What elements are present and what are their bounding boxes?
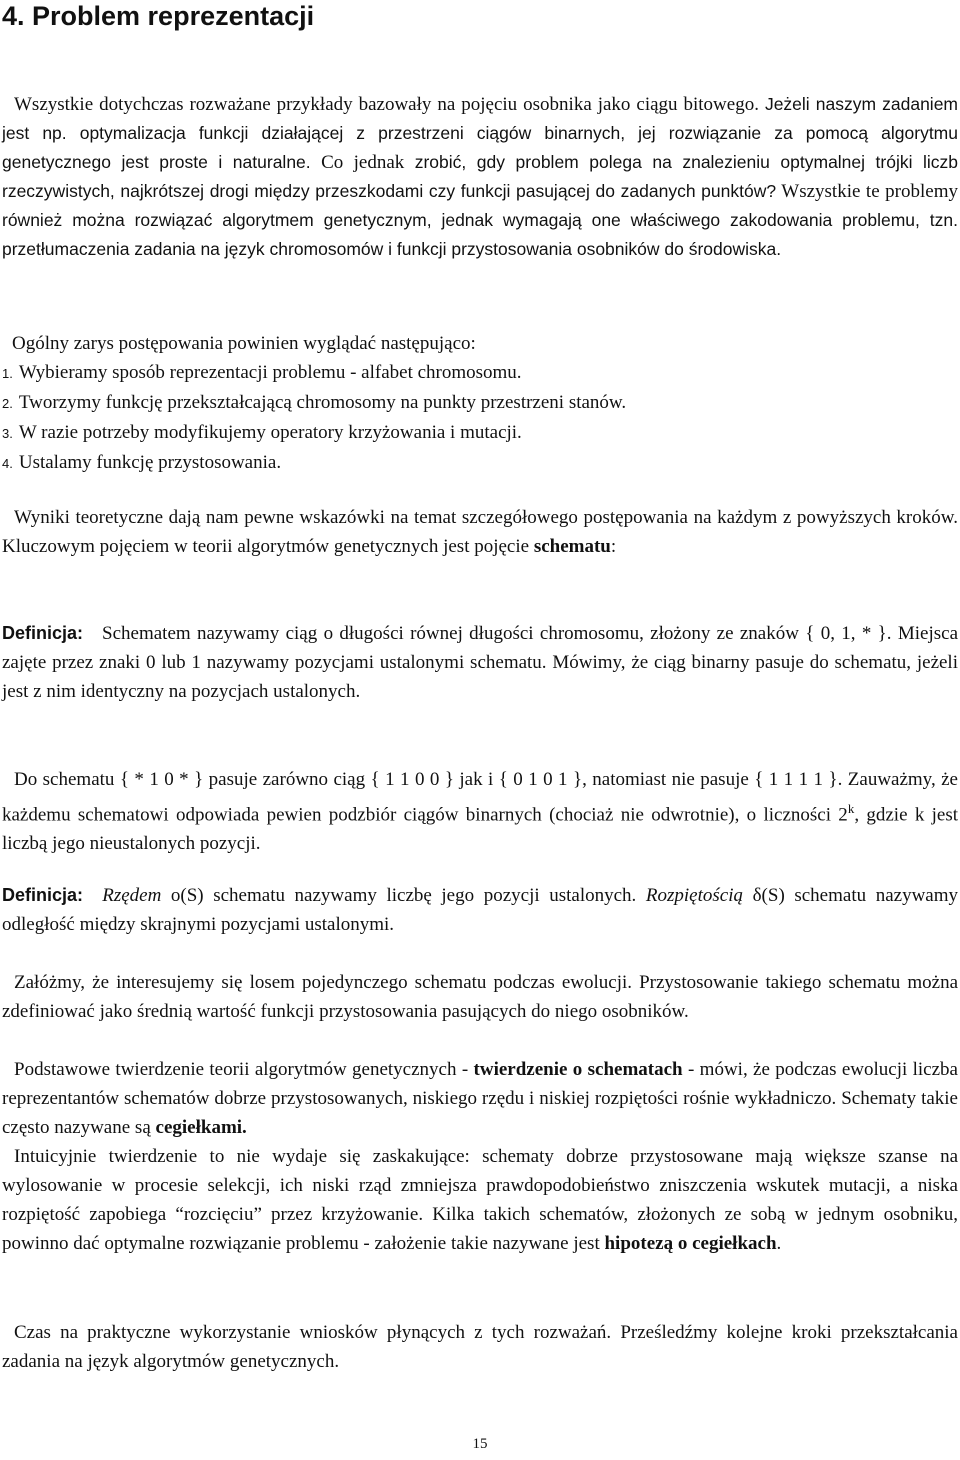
example-text: Do schematu { * 1 0 * } pasuje zarówno ciąg { 1 1 0 0 } jak i { 0 1 0 1 }, natomiast nie pasuje { 1 1 1 1 }. Zauważmy, że każdemu schematowi odpowiada pewien podzbiór ciągów binarnych (chociaż nie odwrotnie), o liczności 2 (2, 769, 958, 826)
results-paragraph (2, 503, 958, 561)
step-number: 4. (2, 456, 13, 471)
theorem-text-middle: - mówi, że podczas ewolucji liczba reprezentantów schematów dobrze przystosowanych, niskiego rzędu i niskiej rozpiętości rośnie wykładniczo. Schematy takie często nazywane są (2, 1059, 958, 1138)
results-text: Wyniki teoretyczne dają nam pewne wskazówki na temat szczegółowego postępowania na każdym z powyższych kroków. Kluczowym pojęciem w teorii algorytmów genetycznych jest pojęcie (2, 507, 958, 557)
definition-label: Definicja: (2, 623, 84, 643)
definition-schema (2, 619, 958, 706)
exponent: k (847, 801, 855, 816)
results-text-end: : (610, 536, 617, 557)
page-number: 15 (472, 1436, 488, 1452)
definition-order-span (2, 881, 958, 939)
order-text: o(S) schematu nazywamy liczbę jego pozycji ustalonych. (161, 885, 646, 906)
step-text: W razie potrzeby modyfikujemy operatory krzyżowania i mutacji. (18, 422, 522, 443)
closing-paragraph: Czas na praktyczne wykorzystanie wniosków płynących z tych rozważań. Prześledźmy kolejne kroki przekształcania zadania na język algorytmów genetycznych. (2, 1322, 958, 1372)
intuitive-paragraph (2, 1142, 958, 1258)
step-text: Tworzymy funkcję przekształcającą chromosomy na punkty przestrzeni stanów. (18, 392, 627, 413)
intro-text-2: Jeżeli naszym zadaniem jest np. optymalizacja funkcji działającej z przestrzeni ciągów binarnych, jej rozwiązanie za pomocą algorytmu genetycznego jest proste i naturalne. (2, 94, 959, 172)
intro-text-3: Co jednak (321, 152, 405, 173)
steps-list (2, 358, 942, 478)
intro-text-4: zrobić, gdy problem polega na znalezieniu optymalnej trójki liczb rzeczywistych, najkrótszej drogi między przeszkodami czy funkcji pasującej do zadanych punktów? (2, 152, 959, 201)
schema-term: schematu (533, 536, 611, 557)
span-text: δ(S) schematu nazywamy odległość między skrajnymi pozycjami ustalonymi. (2, 885, 958, 935)
order-term: Rzędem (102, 885, 162, 906)
span-term: Rozpiętością (645, 885, 743, 906)
step-number: 3. (2, 426, 13, 441)
schema-theorem-term: twierdzenie o schematach (473, 1059, 683, 1080)
intuitive-text: Intuicyjnie twierdzenie to nie wydaje się zaskakujące: schematy dobrze przystosowane mają większe szanse na wylosowanie w procesie selekcji, ich niski rząd zmniejsza prawdopodobieństwo zniszczenia wskutek mutacji, a niska rozpiętość zapobiega “rozcięciu” przez krzyżowanie. Kilka takich schematów, złożonych ze sobą w jednym osobniku, powinno dać optymalne rozwiązanie problemu - założenie takie nazywane jest (2, 1146, 958, 1254)
list-item (2, 388, 942, 418)
step-number: 2. (2, 396, 13, 411)
building-block-hypothesis-term: hipotezą o cegiełkach (604, 1233, 777, 1254)
intro-text-5: Wszystkie te problemy (781, 181, 958, 202)
outline-intro: Ogólny zarys postępowania powinien wyglądać następująco: (12, 333, 476, 354)
step-text: Wybieramy sposób reprezentacji problemu - alfabet chromosomu. (18, 362, 522, 383)
example-text-end: , gdzie k jest liczbą jego nieustalonych pozycji. (2, 804, 959, 855)
definition-label: Definicja: (2, 885, 84, 905)
list-item (2, 448, 942, 478)
intro-text-6: również można rozwiązać algorytmem genetycznym, jednak wymagają one właściwego zakodowania problemu, tzn. przetłumaczenia zadania na język chromosomów i funkcji przystosowania osobników do środowiska. (2, 210, 958, 259)
step-text: Ustalamy funkcję przystosowania. (18, 452, 282, 473)
list-item (2, 358, 942, 388)
step-number: 1. (2, 366, 13, 381)
building-blocks-term: cegiełkami. (155, 1117, 247, 1138)
intuitive-text-end: . (776, 1233, 782, 1254)
theorem-text: Podstawowe twierdzenie teorii algorytmów genetycznych - (14, 1059, 474, 1080)
intro-paragraph (2, 90, 958, 264)
assume-paragraph: Załóżmy, że interesujemy się losem pojedynczego schematu podczas ewolucji. Przystosowanie takiego schematu można zdefiniować jako średnią wartość funkcji przystosowania pasujących do niego osobników. (2, 972, 958, 1022)
example-paragraph (2, 765, 958, 858)
list-item (2, 418, 942, 448)
intro-text-1: Wszystkie dotychczas rozważane przykłady bazowały na pojęciu osobnika jako ciągu bitowego. (14, 94, 759, 115)
theorem-paragraph (2, 1055, 958, 1142)
definition-text: Schematem nazywamy ciąg o długości równej długości chromosomu, złożony ze znaków { 0, 1, * }. Miejsca zajęte przez znaki 0 lub 1 nazywamy pozycjami ustalonymi schematu. Mówimy, że ciąg binarny pasuje do schematu, jeżeli jest z nim identyczny na pozycjach ustalonych. (2, 623, 959, 702)
section-heading: 4. Problem reprezentacji (2, 1, 315, 31)
